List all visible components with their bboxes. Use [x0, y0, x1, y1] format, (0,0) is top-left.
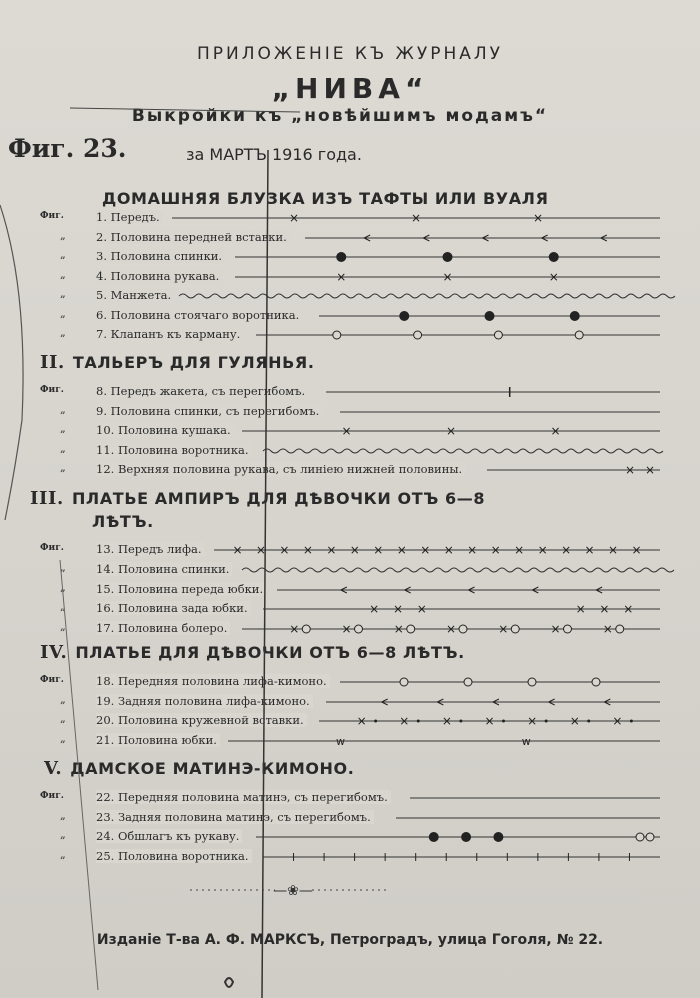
publisher-footer: Изданіе Т-ва А. Ф. МАРКСЪ, Петроградъ, улица Гоголя, № 22.: [96, 932, 604, 948]
section-number: IV.: [40, 642, 68, 663]
item-label: 4. Половина рукава.: [96, 269, 222, 283]
svg-text:×: ×: [410, 211, 422, 225]
svg-text:×: ×: [279, 543, 290, 557]
item-label: 19. Задняя половина лифа-кимоно.: [96, 694, 313, 708]
subtitle: Выкройки къ „новѣйшимъ модамъ“: [131, 106, 549, 126]
ditto-mark: „: [60, 828, 66, 841]
item-label: 15. Половина переда юбки.: [96, 582, 266, 596]
svg-text:×: ×: [631, 543, 642, 557]
svg-text:×: ×: [442, 269, 453, 284]
item-label: 18. Передняя половина лифа-кимоно.: [96, 674, 330, 688]
ditto-mark: „: [60, 306, 66, 320]
item-label: 22. Передняя половина матинэ, съ перегибомъ.: [96, 790, 391, 804]
svg-text:×: ×: [369, 602, 380, 617]
svg-text:×: ×: [498, 622, 509, 637]
svg-text:w: w: [336, 734, 345, 748]
svg-text:×: ×: [599, 602, 610, 617]
svg-text:×: ×: [575, 602, 586, 617]
svg-text:×: ×: [624, 463, 636, 477]
svg-text:×: ×: [445, 622, 457, 637]
section-number: V.: [44, 758, 63, 779]
item-label: 5. Манжета.: [96, 288, 174, 302]
svg-text:×: ×: [399, 714, 410, 728]
item-label: 20. Половина кружевной вставки.: [96, 713, 307, 727]
item-label: 10. Половина кушака.: [96, 423, 234, 437]
item-label: 2. Половина передней вставки.: [96, 230, 290, 244]
svg-text:×: ×: [490, 543, 501, 557]
item-label: 11. Половина воротника.: [96, 443, 252, 457]
fig-label: Фиг.: [40, 543, 64, 553]
fig-label: Фиг.: [40, 675, 64, 685]
svg-text:×: ×: [484, 714, 495, 728]
svg-text:×: ×: [416, 602, 427, 617]
svg-text:×: ×: [569, 714, 580, 728]
svg-text:×: ×: [537, 543, 548, 557]
svg-text:×: ×: [420, 543, 431, 557]
svg-text:×: ×: [623, 602, 634, 617]
item-label: 8. Передъ жакета, съ перегибомъ.: [96, 384, 308, 398]
ditto-mark: „: [60, 326, 66, 339]
svg-text:×: ×: [532, 211, 544, 225]
ditto-mark: „: [60, 600, 66, 614]
ditto-mark: „: [60, 402, 66, 416]
svg-text:×: ×: [392, 602, 404, 617]
svg-text:×: ×: [326, 543, 337, 557]
svg-text:×: ×: [514, 543, 525, 557]
svg-text:×: ×: [608, 543, 619, 557]
fig-label: Фиг.: [40, 791, 64, 801]
ornament-glyph: —❀—: [273, 883, 313, 899]
svg-text:×: ×: [441, 714, 452, 728]
ditto-mark: „: [60, 267, 66, 281]
svg-text:×: ×: [445, 424, 457, 438]
item-label: 13. Передъ лифа.: [96, 542, 205, 556]
svg-text:×: ×: [612, 714, 623, 728]
item-label: 12. Верхняя половина рукава, съ линіею нижней половины.: [96, 462, 465, 476]
item-label: 6. Половина стоячаго воротника.: [96, 308, 302, 322]
svg-text:×: ×: [396, 543, 407, 557]
issue-date: за МАРТЪ 1916 года.: [186, 145, 362, 164]
ditto-mark: „: [60, 287, 66, 300]
item-label: 7. Клапанъ къ карману.: [96, 327, 243, 341]
ditto-mark: „: [60, 847, 66, 861]
fig-label: Фиг.: [40, 211, 64, 221]
section-title-continued: ЛѢТЪ.: [92, 512, 154, 531]
fig-label: Фиг.: [40, 385, 64, 395]
ditto-mark: „: [60, 808, 66, 822]
svg-text:×: ×: [550, 424, 561, 438]
svg-text:×: ×: [302, 543, 313, 557]
item-label: 25. Половина воротника.: [96, 849, 252, 863]
item-label: 14. Половина спинки.: [96, 562, 232, 576]
svg-text:×: ×: [341, 424, 352, 438]
svg-text:×: ×: [356, 714, 367, 728]
svg-text:×: ×: [467, 543, 478, 557]
section-title: ПЛАТЬЕ АМПИРЪ ДЛЯ ДѢВОЧКИ ОТЪ 6—8: [71, 489, 486, 508]
svg-text:×: ×: [561, 543, 572, 557]
ditto-mark: „: [60, 441, 66, 455]
journal-title: „НИВА“: [271, 72, 429, 105]
item-label: 17. Половина болеро.: [96, 621, 230, 635]
svg-text:×: ×: [373, 543, 384, 557]
svg-text:×: ×: [349, 543, 360, 557]
ditto-mark: „: [60, 580, 66, 594]
section-title: ПЛАТЬЕ ДЛЯ ДѢВОЧКИ ОТЪ 6—8 ЛѢТЪ.: [75, 643, 465, 662]
section-number: II.: [40, 352, 65, 373]
svg-text:×: ×: [393, 622, 404, 637]
ditto-mark: „: [60, 692, 66, 706]
svg-text:×: ×: [255, 543, 266, 557]
svg-text:×: ×: [341, 622, 352, 637]
ditto-mark: „: [60, 731, 66, 745]
svg-text:×: ×: [443, 543, 454, 557]
svg-text:×: ×: [527, 714, 538, 728]
svg-text:×: ×: [602, 622, 613, 637]
svg-text:×: ×: [550, 622, 561, 637]
svg-text:w: w: [521, 734, 531, 748]
item-label: 16. Половина зада юбки.: [96, 601, 251, 615]
item-label: 21. Половина юбки.: [96, 733, 220, 747]
ditto-mark: „: [60, 620, 66, 634]
ditto-mark: „: [60, 560, 66, 574]
svg-text:×: ×: [336, 269, 347, 284]
item-label: 3. Половина спинки.: [96, 249, 225, 263]
svg-text:×: ×: [232, 543, 243, 557]
ditto-mark: „: [60, 461, 66, 474]
ditto-mark: „: [60, 712, 66, 725]
header-line: ПРИЛОЖЕНІЕ КЪ ЖУРНАЛУ: [196, 44, 503, 64]
item-label: 23. Задняя половина матинэ, съ перегибомъ.: [96, 810, 374, 824]
section-title: ДАМСКОЕ МАТИНЭ-КИМОНО.: [70, 759, 355, 778]
ditto-mark: „: [60, 422, 66, 435]
section-title: ТАЛЬЕРЪ ДЛЯ ГУЛЯНЬЯ.: [72, 353, 315, 372]
item-label: 1. Передъ.: [96, 210, 163, 224]
section-title: ДОМАШНЯЯ БЛУЗКА ИЗЪ ТАФТЫ ИЛИ ВУАЛЯ: [102, 189, 549, 208]
svg-text:×: ×: [644, 463, 656, 477]
section-number: III.: [30, 488, 64, 509]
svg-text:×: ×: [548, 269, 559, 284]
ornament-line: [0, 880, 700, 900]
item-label: 24. Обшлагъ къ рукаву.: [96, 829, 242, 843]
svg-text:×: ×: [584, 543, 595, 557]
ditto-mark: „: [60, 228, 66, 242]
svg-text:×: ×: [288, 211, 300, 225]
ditto-mark: „: [60, 248, 66, 261]
item-label: 9. Половина спинки, съ перегибомъ.: [96, 404, 322, 418]
figure-number: Фиг. 23.: [8, 134, 127, 163]
svg-text:×: ×: [289, 622, 300, 637]
